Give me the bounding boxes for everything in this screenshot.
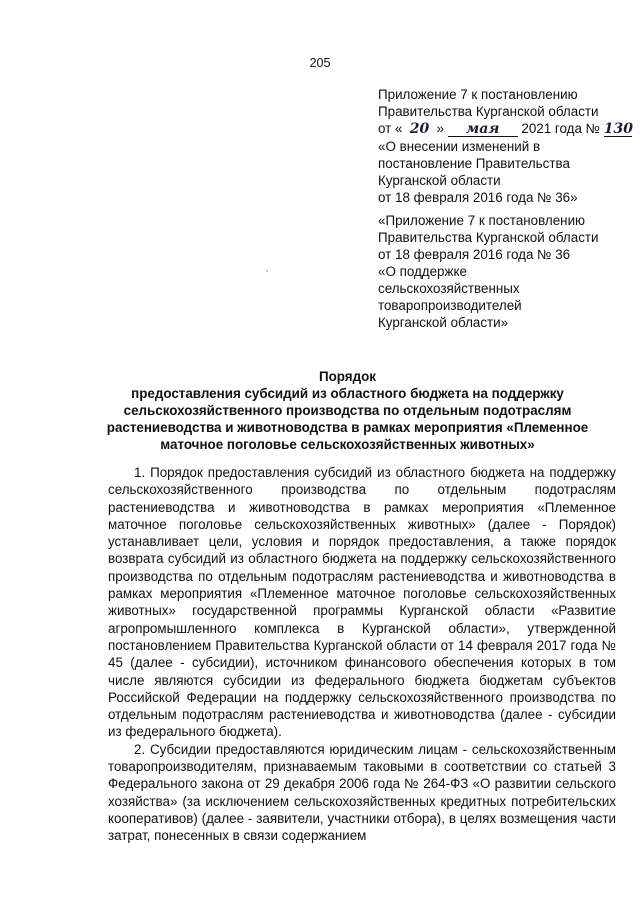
scan-artifact-dot	[266, 270, 268, 272]
attachment-line: Правительства Курганской области	[378, 104, 599, 119]
handwritten-month: мая	[448, 122, 518, 137]
attachment-header-amendment	[378, 86, 633, 206]
date-prefix: от «	[378, 121, 403, 136]
handwritten-decree-number: 130	[603, 121, 633, 137]
handwritten-day: 20	[409, 121, 430, 137]
attachment-line: «О внесении изменений в	[378, 139, 541, 154]
attachment-date-line	[378, 120, 633, 138]
attachment-line: товаропроизводителей	[378, 298, 522, 313]
attachment-line: от 18 февраля 2016 года № 36	[378, 247, 571, 262]
date-close-quote: »	[436, 121, 444, 136]
title-line: сельскохозяйственного производства по отдельным подотраслям	[123, 403, 572, 418]
document-body	[108, 464, 616, 845]
attachment-line: Курганской области	[378, 173, 501, 188]
attachment-line: постановление Правительства	[378, 156, 570, 171]
attachment-line: «Приложение 7 к постановлению	[378, 213, 586, 228]
document-title	[80, 368, 615, 453]
date-year-text: 2021 года №	[521, 121, 600, 136]
attachment-line: от 18 февраля 2016 года № 36»	[378, 190, 578, 205]
title-line: растениеводства и животноводства в рамках мероприятия «Племенное	[106, 420, 589, 435]
attachment-line: «О поддержке	[378, 264, 467, 279]
title-line: Порядок	[318, 369, 376, 384]
paragraph-2: 2. Субсидии предоставляются юридическим лицам - сельскохозяйственным товаропроизводителям, признаваемым таковыми в соответствии со статьей 3 Федерального закона от 29 декабря 2006 года № 264-ФЗ «О развитии сельского хозяйства» (за исключением сельскохозяйственных кредитных потребительских кооперативов) (далее - заявители, участники отбора), в целях возмещения части затрат, понесенных в связи содержанием	[108, 741, 616, 844]
attachment-line: Приложение 7 к постановлению	[378, 87, 578, 102]
attachment-header-original	[378, 212, 628, 331]
page-number: 205	[309, 56, 331, 70]
paragraph-1: 1. Порядок предоставления субсидий из областного бюджета на поддержку сельскохозяйственного производства по отдельным подотраслям растениеводства и животноводства в рамках мероприятия «Племенное маточное поголовье сельскохозяйственных животных» (далее - Порядок) устанавливает цели, условия и порядок предоставления, а также порядок возврата субсидий из областного бюджета на поддержку сельскохозяйственного производства по отдельным подотраслям растениеводства и животноводства в рамках мероприятия «Племенное маточное поголовье сельскохозяйственных животных» государственной программы Курганской области «Развитие агропромышленного комплекса в Курганской области», утвержденной постановлением Правительства Курганской области от 14 февраля 2017 года № 45 (далее - субсидии), источником финансового обеспечения которых в том числе являются субсидии из федерального бюджета бюджетам субъектов Российской Федерации на поддержку сельскохозяйственного производства по отдельным подотраслям растениеводства и животноводства (далее - субсидии из федерального бюджета).	[108, 465, 616, 740]
title-line: маточное поголовье сельскохозяйственных животных»	[160, 437, 535, 452]
attachment-line: Курганской области»	[378, 315, 509, 330]
title-line: предоставления субсидий из областного бюджета на поддержку	[131, 386, 564, 401]
attachment-line: сельскохозяйственных	[378, 281, 520, 296]
attachment-line: Правительства Курганской области	[378, 230, 599, 245]
